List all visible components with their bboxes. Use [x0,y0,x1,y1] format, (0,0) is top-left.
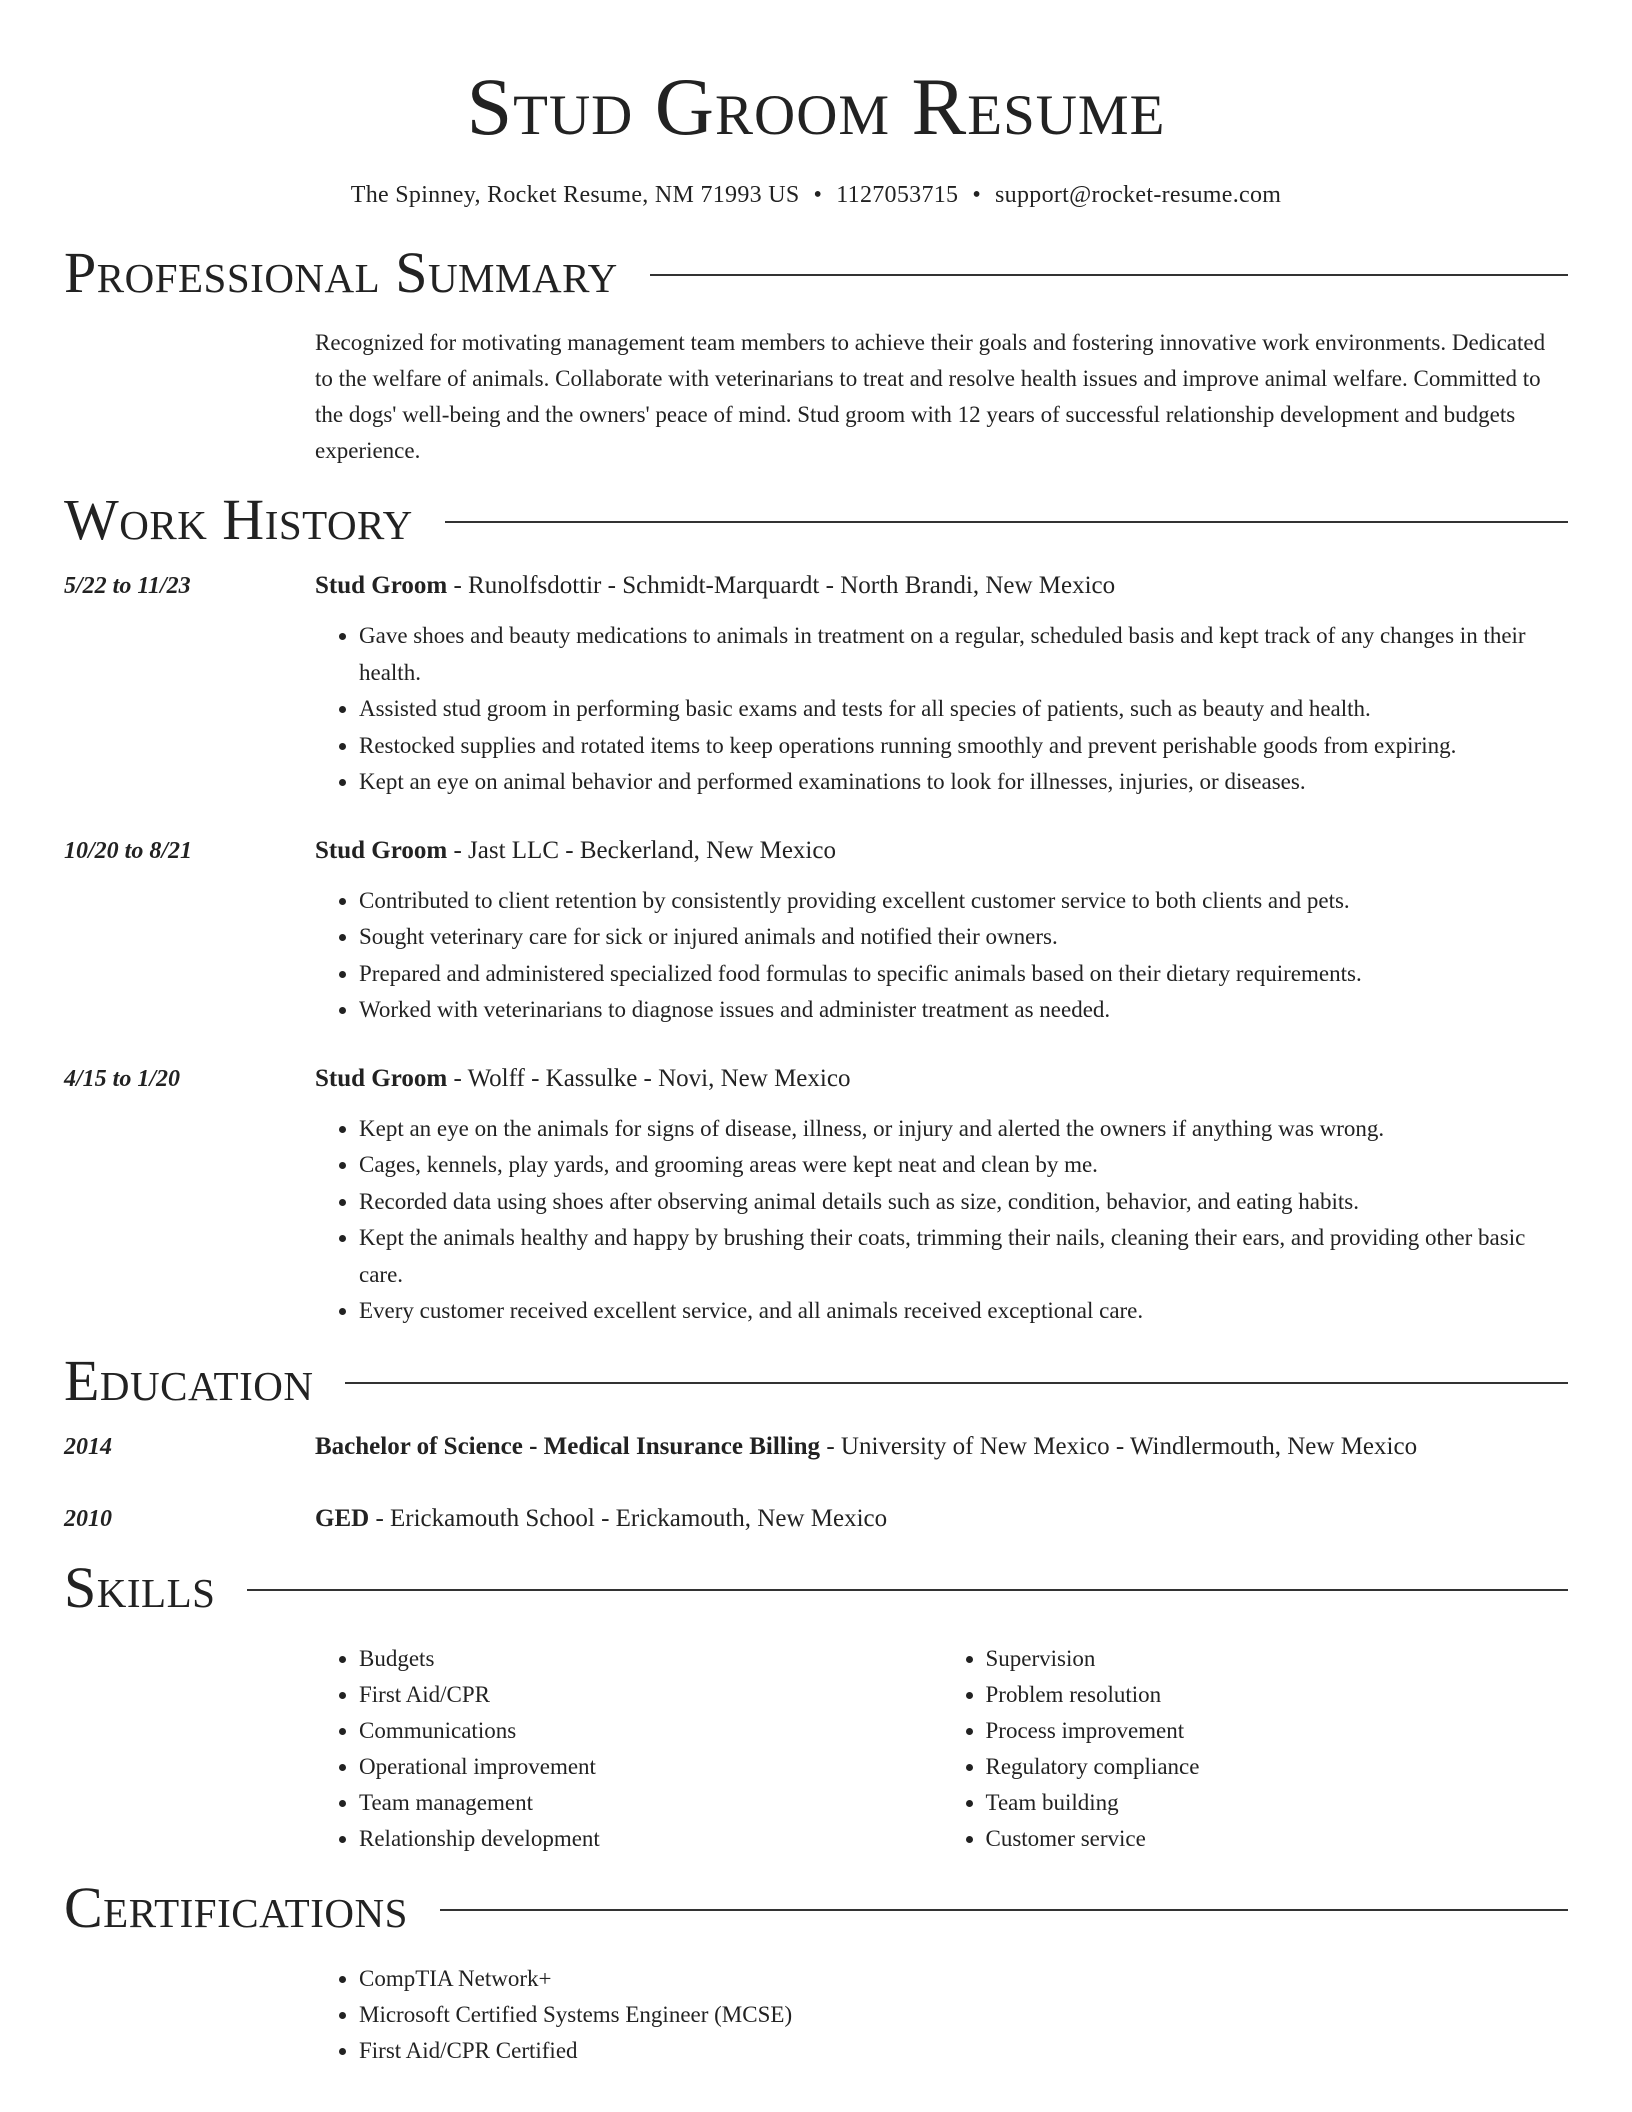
education-entry [64,1501,1568,1537]
job-duty: • Kept an eye on the animals for signs of disease, illness, or injury and alerted the owners if anything was wrong. [359,1111,1568,1148]
skill-item: • Process improvement [986,1713,1569,1749]
skill-item: • Regulatory compliance [986,1749,1569,1785]
job-duty: • Prepared and administered specialized food formulas to specific animals based on their dietary requirements. [359,956,1568,993]
skills-section-header [64,1554,1568,1620]
certifications-section-header [64,1874,1568,1940]
job-duty: • Contributed to client retention by consistently providing excellent customer service to both clients and pets. [359,883,1568,920]
work-section-title: Work History [64,487,413,552]
job-duties [315,1111,1568,1330]
skill-item: • Customer service [986,1821,1569,1857]
contact-address: The Spinney, Rocket Resume, NM 71993 US [350,182,800,208]
contact-email: support@rocket-resume.com [995,182,1282,208]
skill-item: • Communications [359,1713,942,1749]
skills-list [315,1641,1568,1857]
job-duty: • Cages, kennels, play yards, and grooming areas were kept neat and clean by me. [359,1147,1568,1184]
section-divider [345,1382,1568,1384]
job-duty: • Assisted stud groom in performing basic exams and tests for all species of patients, such as beauty and health. [359,691,1568,728]
certification-item: • First Aid/CPR Certified [359,2033,1559,2069]
job-duty: • Kept an eye on animal behavior and performed examinations to look for illnesses, injuries, or diseases. [359,764,1568,801]
job-duty: • Every customer received excellent service, and all animals received exceptional care. [359,1293,1568,1330]
job-heading [315,568,1568,604]
job-employer: - Jast LLC - Beckerland, New Mexico [447,836,836,864]
contact-phone: 1127053715 [836,182,959,208]
contact-separator: • [972,182,982,208]
job-role: Stud Groom [315,572,448,599]
skills-section-title: Skills [64,1554,216,1620]
job-employer: - Wolff - Kassulke - Novi, New Mexico [447,1064,851,1092]
job-entry [64,833,1568,1029]
job-heading [315,1061,1568,1097]
resume-page [64,0,1568,2069]
skill-item: • Team building [986,1785,1569,1821]
contact-line [64,182,1568,209]
education-section-title: Education [64,1347,314,1413]
job-role: Stud Groom [315,836,448,864]
education-year: 2010 [64,1505,112,1532]
skill-item: • Budgets [359,1641,942,1677]
certifications-section-title: Certifications [64,1874,408,1940]
skill-item: • Supervision [986,1641,1569,1677]
job-employer: - Runolfsdottir - Schmidt-Marquardt - North Brandi, New Mexico [447,572,1116,599]
job-duties [315,883,1568,1029]
skill-item: • Team management [359,1785,942,1821]
resume-title: Stud Groom Resume [466,61,1166,152]
skill-item: • Problem resolution [986,1677,1569,1713]
section-divider [445,521,1568,523]
education-school: - Erickamouth School - Erickamouth, New Mexico [369,1504,888,1532]
job-duty: • Kept the animals healthy and happy by brushing their coats, trimming their nails, cleaning their ears, and providing other basic care. [359,1220,1568,1293]
skill-item: • Operational improvement [359,1749,942,1785]
education-degree: GED [315,1504,370,1532]
job-role: Stud Groom [315,1064,448,1092]
job-duty: • Gave shoes and beauty medications to animals in treatment on a regular, scheduled basis and kept track of any changes in their health. [359,618,1568,691]
job-duty: • Recorded data using shoes after observing animal details such as size, condition, behavior, and eating habits. [359,1184,1568,1221]
job-dates: 10/20 to 8/21 [64,837,193,864]
section-divider [650,274,1568,276]
summary-section-header [64,242,1568,304]
job-dates: 5/22 to 11/23 [64,573,191,599]
job-entry [64,1061,1568,1330]
section-divider [440,1909,1568,1911]
job-duty: • Worked with veterinarians to diagnose issues and administer treatment as needed. [359,992,1568,1029]
job-duty: • Sought veterinary care for sick or injured animals and notified their owners. [359,919,1568,956]
skills-column-left [315,1641,942,1857]
summary-text: Recognized for motivating management team members to achieve their goals and fostering innovative work environments. Dedicated to the welfare of animals. Collaborate with veterinarians to treat and resolve health issues and improve animal welfare. Committed to the dogs' well-being and the owners' peace of mind. Stud groom with 12 years of successful relationship development and budgets experience. [315,330,1546,463]
education-school: - University of New Mexico - Windlermouth, New Mexico [820,1432,1418,1460]
education-section-header [64,1347,1568,1413]
summary-section-title: Professional Summary [64,240,618,305]
skill-item: • Relationship development [359,1821,942,1857]
certifications-list [315,1961,1568,2069]
skill-item: • First Aid/CPR [359,1677,942,1713]
skills-column-right [942,1641,1569,1857]
section-divider [247,1589,1568,1591]
certification-item: • Microsoft Certified Systems Engineer (MCSE) [359,1997,1559,2033]
job-entry [64,568,1568,801]
job-duties [315,618,1568,801]
job-dates: 4/15 to 1/20 [64,1065,181,1092]
education-entry [64,1429,1568,1465]
education-degree: Bachelor of Science - Medical Insurance Billing [315,1432,821,1460]
work-section-header [64,489,1568,551]
contact-separator: • [813,182,823,208]
job-duty: • Restocked supplies and rotated items to keep operations running smoothly and prevent perishable goods from expiring. [359,728,1568,765]
job-heading [315,833,1568,869]
education-year: 2014 [64,1433,112,1460]
certification-item: • CompTIA Network+ [359,1961,1559,1997]
